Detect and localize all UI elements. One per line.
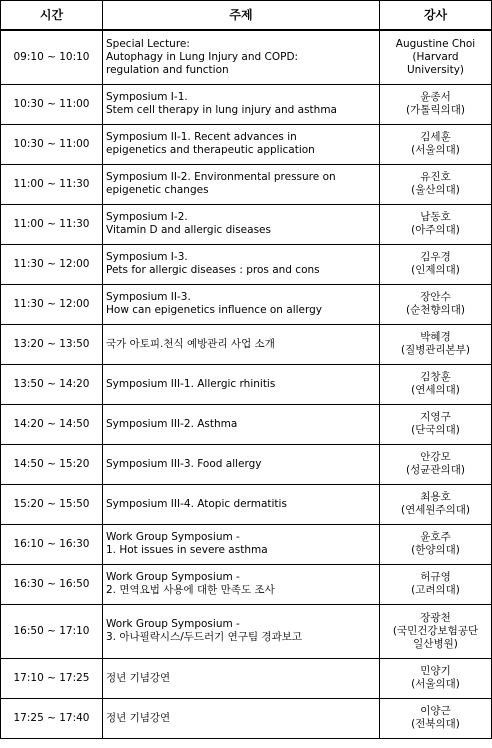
- speaker-cell: [380, 324, 492, 364]
- time-cell: 10:30 ~ 11:00: [1, 84, 103, 124]
- speaker-line: (연세의대): [411, 384, 460, 396]
- topic-line: Symposium III-3. Food allergy: [106, 457, 262, 470]
- time-cell: 11:30 ~ 12:00: [1, 284, 103, 324]
- topic-line: Symposium II-1. Recent advances in: [106, 131, 297, 143]
- speaker-line: (전북의대): [411, 718, 460, 730]
- speaker-line: Augustine Choi: [395, 37, 476, 50]
- topic-cell: [103, 404, 380, 444]
- speaker-cell: [380, 524, 492, 564]
- table-row: [1, 30, 492, 84]
- table-row: [1, 284, 492, 324]
- speaker-line: (고려의대): [411, 584, 460, 596]
- topic-line: Symposium I-2.: [106, 211, 188, 223]
- speaker-line: 지영구: [420, 411, 451, 423]
- topic-line: Symposium II-3.: [106, 291, 191, 303]
- speaker-line: 윤호주: [420, 531, 451, 543]
- topic-line: Pets for allergic diseases : pros and cons: [106, 264, 320, 276]
- topic-line: 3. 아나필락시스/두드러기 연구팀 경과보고: [106, 631, 302, 643]
- topic-line: How can epigenetics influence on allergy: [106, 304, 323, 316]
- speaker-line: (가톨릭의대): [406, 104, 465, 116]
- time-cell: 15:20 ~ 15:50: [1, 484, 103, 524]
- speaker-line: (단국의대): [411, 424, 460, 436]
- topic-line: Work Group Symposium -: [106, 618, 240, 630]
- table-row: [1, 564, 492, 604]
- table-row: [1, 404, 492, 444]
- topic-cell: [103, 204, 380, 244]
- speaker-header: 강사: [380, 1, 492, 31]
- topic-line: epigenetic changes: [106, 184, 209, 196]
- speaker-line: (성균관의대): [406, 464, 465, 476]
- topic-header: 주제: [103, 1, 380, 31]
- speaker-line: 장광천: [420, 611, 451, 624]
- speaker-line: University): [406, 63, 465, 76]
- time-cell: 17:10 ~ 17:25: [1, 658, 103, 698]
- speaker-line: (울산의대): [411, 184, 460, 196]
- speaker-cell: [380, 604, 492, 658]
- topic-line: Vitamin D and allergic diseases: [106, 224, 271, 236]
- speaker-line: 장안수: [420, 291, 451, 303]
- topic-cell: [103, 364, 380, 404]
- topic-cell: [103, 604, 380, 658]
- speaker-cell: [380, 244, 492, 284]
- speaker-line: 허규영: [420, 571, 451, 583]
- speaker-line: 김우경: [420, 251, 451, 263]
- speaker-cell: [380, 404, 492, 444]
- speaker-cell: [380, 484, 492, 524]
- table-row: [1, 324, 492, 364]
- time-cell: 16:50 ~ 17:10: [1, 604, 103, 658]
- speaker-line: (아주의대): [411, 224, 460, 236]
- table-row: [1, 604, 492, 658]
- speaker-line: 김세훈: [420, 131, 451, 143]
- time-cell: 16:30 ~ 16:50: [1, 564, 103, 604]
- topic-line: Symposium II-2. Environmental pressure on: [106, 171, 336, 183]
- speaker-cell: [380, 658, 492, 698]
- table-row: [1, 484, 492, 524]
- topic-line: Work Group Symposium -: [106, 571, 240, 583]
- table-row: [1, 444, 492, 484]
- table-row: [1, 204, 492, 244]
- table-row: [1, 164, 492, 204]
- topic-cell: [103, 444, 380, 484]
- speaker-cell: [380, 698, 492, 738]
- time-cell: 09:10 ~ 10:10: [1, 30, 103, 84]
- topic-cell: [103, 124, 380, 164]
- topic-cell: [103, 164, 380, 204]
- topic-line: Special Lecture:: [106, 37, 190, 50]
- speaker-cell: [380, 124, 492, 164]
- speaker-cell: [380, 84, 492, 124]
- speaker-line: (Harvard: [412, 50, 459, 63]
- time-cell: 11:00 ~ 11:30: [1, 204, 103, 244]
- time-cell: 13:20 ~ 13:50: [1, 324, 103, 364]
- time-cell: 14:20 ~ 14:50: [1, 404, 103, 444]
- speaker-line: (질병관리본부): [400, 344, 471, 356]
- topic-cell: [103, 564, 380, 604]
- speaker-cell: [380, 564, 492, 604]
- speaker-line: 남동호: [420, 211, 451, 223]
- topic-line: 2. 면역요법 사용에 대한 만족도 조사: [106, 584, 275, 596]
- topic-line: 정년 기념강연: [106, 671, 171, 684]
- topic-line: regulation and function: [106, 63, 229, 76]
- speaker-line: 유진호: [420, 171, 451, 183]
- speaker-line: (서울의대): [411, 678, 460, 690]
- topic-line: epigenetics and therapeutic application: [106, 144, 315, 156]
- speaker-line: (순천향의대): [406, 304, 465, 316]
- speaker-line: 이양근: [420, 705, 451, 717]
- time-header: 시간: [1, 1, 103, 31]
- speaker-line: 일산병원): [413, 637, 458, 650]
- speaker-line: 김창훈: [420, 371, 451, 383]
- table-row: [1, 244, 492, 284]
- speaker-line: 윤종서: [420, 91, 451, 103]
- time-cell: 11:00 ~ 11:30: [1, 164, 103, 204]
- time-cell: 17:25 ~ 17:40: [1, 698, 103, 738]
- topic-line: 국가 아토피.천식 예방관리 사업 소개: [106, 337, 275, 350]
- topic-line: Symposium I-3.: [106, 251, 188, 263]
- topic-cell: [103, 284, 380, 324]
- topic-cell: [103, 84, 380, 124]
- topic-line: Work Group Symposium -: [106, 531, 240, 543]
- topic-cell: [103, 30, 380, 84]
- topic-line: Stem cell therapy in lung injury and asthma: [106, 104, 337, 116]
- speaker-line: 박혜경: [420, 331, 451, 343]
- topic-cell: [103, 324, 380, 364]
- topic-line: Symposium III-4. Atopic dermatitis: [106, 497, 287, 510]
- time-cell: 13:50 ~ 14:20: [1, 364, 103, 404]
- speaker-line: 안강모: [420, 451, 451, 463]
- speaker-cell: [380, 364, 492, 404]
- table-row: [1, 84, 492, 124]
- topic-line: Symposium I-1.: [106, 91, 188, 103]
- speaker-line: (한양의대): [411, 544, 460, 556]
- time-cell: 14:50 ~ 15:20: [1, 444, 103, 484]
- speaker-cell: [380, 30, 492, 84]
- topic-line: Symposium III-2. Asthma: [106, 417, 238, 430]
- speaker-cell: [380, 164, 492, 204]
- topic-cell: [103, 484, 380, 524]
- topic-cell: [103, 658, 380, 698]
- speaker-cell: [380, 204, 492, 244]
- speaker-line: (국민건강보험공단: [392, 624, 479, 637]
- topic-line: 정년 기념강연: [106, 711, 171, 724]
- time-cell: 16:10 ~ 16:30: [1, 524, 103, 564]
- table-row: [1, 364, 492, 404]
- topic-cell: [103, 698, 380, 738]
- header-row: [1, 1, 492, 31]
- speaker-line: 민양기: [420, 665, 451, 677]
- speaker-cell: [380, 444, 492, 484]
- topic-cell: [103, 524, 380, 564]
- time-cell: 11:30 ~ 12:00: [1, 244, 103, 284]
- topic-cell: [103, 244, 380, 284]
- topic-line: 1. Hot issues in severe asthma: [106, 544, 268, 556]
- time-cell: 10:30 ~ 11:00: [1, 124, 103, 164]
- table-row: [1, 698, 492, 738]
- topic-line: Autophagy in Lung Injury and COPD:: [106, 50, 299, 63]
- speaker-line: (인제의대): [411, 264, 460, 276]
- topic-line: Symposium III-1. Allergic rhinitis: [106, 377, 276, 390]
- speaker-line: (연세원주의대): [400, 504, 471, 516]
- table-row: [1, 524, 492, 564]
- speaker-cell: [380, 284, 492, 324]
- speaker-line: 최용호: [420, 491, 451, 503]
- speaker-line: (서울의대): [411, 144, 460, 156]
- table-row: [1, 124, 492, 164]
- table-row: [1, 658, 492, 698]
